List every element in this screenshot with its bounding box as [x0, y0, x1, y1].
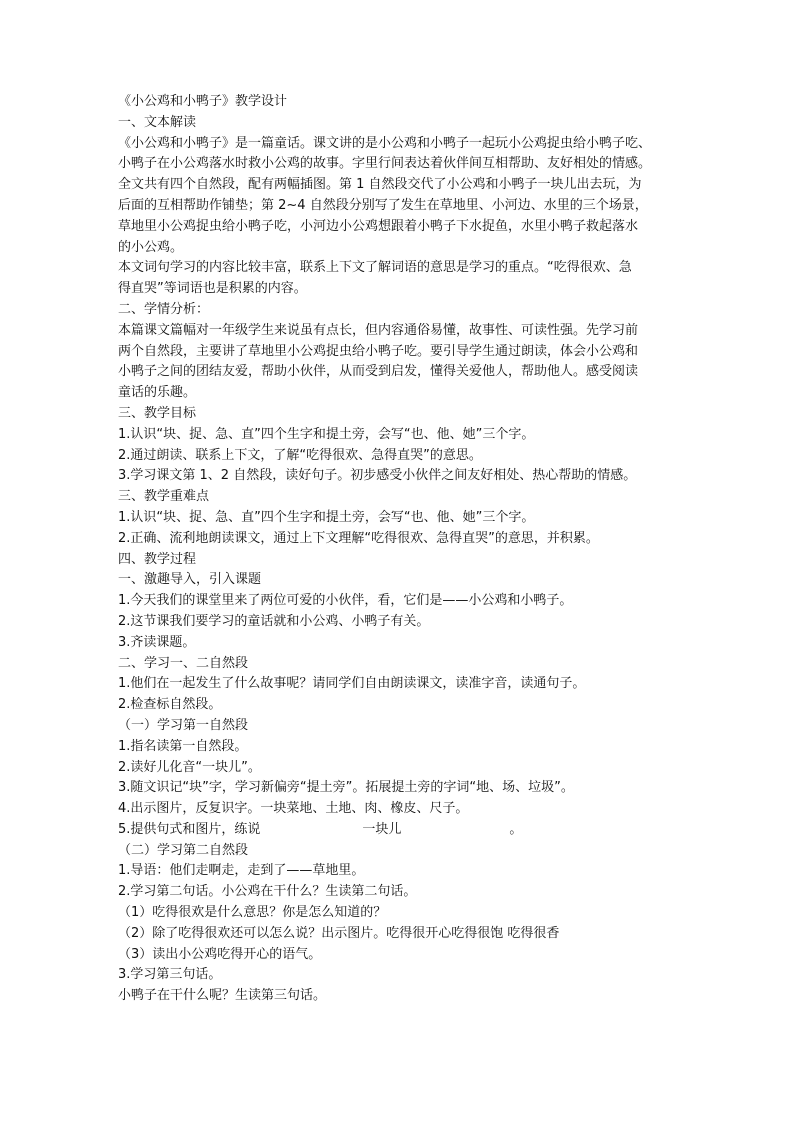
text-line: 二、学习一、二自然段: [118, 655, 249, 671]
text-line: 3.随文识记“块”字，学习新偏旁“提土旁”。拓展提土旁的字词“地、场、垃圾”。: [118, 780, 574, 796]
document-body-continued: [118, 841, 794, 1007]
text-line: 本文词句学习的内容比较丰富，联系上下文了解词语的意思是学习的重点。“吃得很欢、急: [118, 260, 632, 276]
text-line: 全文共有四个自然段，配有两幅插图。第 1 自然段交代了小公鸡和小鸭子一块儿出去玩，为: [118, 177, 642, 193]
text-line: 1.他们在一起发生了什么故事呢？请同学们自由朗读课文，读准字音，读通句子。: [118, 676, 586, 692]
practice-end: 。: [509, 821, 523, 837]
text-line: 四、教学过程: [118, 551, 197, 567]
text-line: 1.认识“块、捉、急、直”四个生字和提土旁，会写“也、他、她”三个字。: [118, 509, 535, 525]
text-line: 小鸭子之间的团结友爱，帮助小伙伴，从而受到启发，懂得关爱他人，帮助他人。感受阅读: [118, 364, 639, 380]
text-line: 4.出示图片，反复识字。一块菜地、土地、肉、橡皮、尺子。: [118, 801, 469, 817]
document-title: 《小公鸡和小鸭子》教学设计: [118, 94, 288, 109]
text-line: 得直哭”等词语也是积累的内容。: [118, 281, 307, 297]
text-line: 2.检查标自然段。: [118, 697, 222, 713]
text-line: 2.通过朗读、联系上下文，了解“吃得很欢、急得直哭”的意思。: [118, 447, 482, 463]
text-line: 的小公鸡。: [118, 239, 184, 255]
text-line: 二、学情分析：: [118, 301, 210, 317]
text-line: 三、教学重难点: [118, 489, 210, 505]
text-line: 1.认识“块、捉、急、直”四个生字和提土旁，会写“也、他、她”三个字。: [118, 426, 535, 442]
text-line: 1.导语：他们走啊走，走到了——草地里。: [118, 863, 365, 879]
text-line: 2.正确、流利地朗读课文，通过上下文理解“吃得很欢、急得直哭”的意思，并积累。: [118, 530, 599, 546]
text-line: （3）读出小公鸡吃得开心的语气。: [118, 946, 322, 962]
practice-prefix: 5.提供句式和图片，练说: [118, 821, 261, 837]
text-line: 1.指名读第一自然段。: [118, 738, 248, 754]
text-line: 2.学习第二句话。小公鸡在干什么？生读第二句话。: [118, 884, 417, 900]
text-line: 两个自然段，主要讲了草地里小公鸡捉虫给小鸭子吃。要引导学生通过朗读，体会小公鸡和: [118, 343, 639, 359]
text-line: 《小公鸡和小鸭子》是一篇童话。课文讲的是小公鸡和小鸭子一起玩小公鸡捉虫给小鸭子吃、: [118, 135, 652, 151]
text-line: 小鸭子在干什么呢？生读第三句话。: [118, 988, 327, 1004]
practice-sentence-line: [118, 820, 794, 841]
text-line: 三、教学目标: [118, 405, 197, 421]
text-line: 3.学习第三句话。: [118, 967, 222, 983]
text-line: 3.齐读课题。: [118, 634, 196, 650]
text-line: （二）学习第二自然段: [118, 842, 249, 858]
text-line: 本篇课文篇幅对一年级学生来说虽有点长，但内容通俗易懂，故事性、可读性强。先学习前: [118, 322, 639, 338]
text-line: （2）除了吃得很欢还可以怎么说？出示图片。吃得很开心吃得很饱 吃得很香: [118, 925, 560, 941]
document-body: [118, 113, 794, 820]
text-line: 1.今天我们的课堂里来了两位可爱的小伙伴，看，它们是——小公鸡和小鸭子。: [118, 593, 573, 609]
text-line: （一）学习第一自然段: [118, 717, 249, 733]
text-line: （1）吃得很欢是什么意思？你是怎么知道的？: [118, 905, 387, 921]
text-line: 一、激趣导入，引入课题: [118, 572, 262, 588]
text-line: 3.学习课文第 1、2 自然段，读好句子。初步感受小伙伴之间友好相处、热心帮助的情感。: [118, 468, 637, 484]
practice-middle: 一块儿: [362, 821, 402, 837]
text-line: 2.读好儿化音“一块儿”。: [118, 759, 261, 775]
text-line: 草地里小公鸡捉虫给小鸭子吃，小河边小公鸡想跟着小鸭子下水捉鱼，水里小鸭子救起落水: [118, 218, 639, 234]
text-line: 2.这节课我们要学习的童话就和小公鸡、小鸭子有关。: [118, 613, 430, 629]
text-line: 一、文本解读: [118, 114, 197, 130]
text-line: 童话的乐趣。: [118, 385, 197, 401]
text-line: 小鸭子在小公鸡落水时救小公鸡的故事。字里行间表达着伙伴间互相帮助、友好相处的情感。: [118, 156, 652, 172]
text-line: 后面的互相帮助作铺垫；第 2~4 自然段分别写了发生在草地里、小河边、水里的三个场景，: [118, 197, 648, 213]
